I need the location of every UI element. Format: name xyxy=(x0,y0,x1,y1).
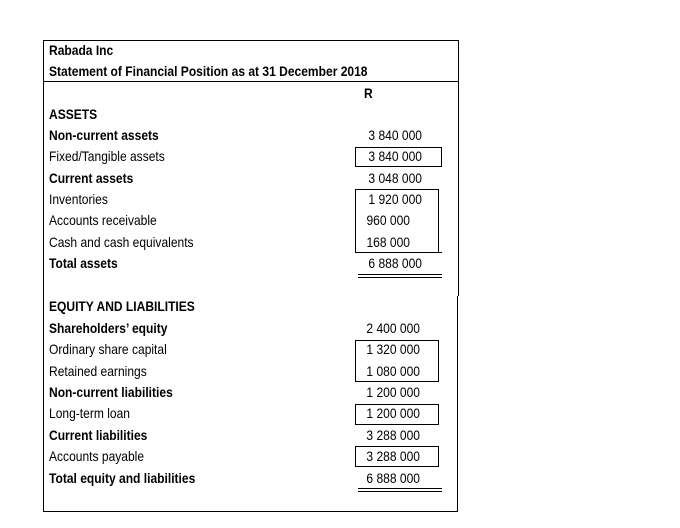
row-value: 168 000 xyxy=(366,234,410,250)
row-label: Accounts payable xyxy=(49,448,145,464)
value-box xyxy=(355,189,439,253)
row-label: Cash and cash equivalents xyxy=(49,234,194,250)
row-label: Inventories xyxy=(49,191,108,207)
row-value: 3 840 000 xyxy=(368,127,422,143)
header-divider xyxy=(43,81,459,82)
row-value: 1 080 000 xyxy=(366,363,420,379)
row-value: 3 840 000 xyxy=(368,148,422,164)
row-value: 6 888 000 xyxy=(368,255,422,271)
frame-right-lower xyxy=(457,296,458,512)
value-box xyxy=(355,446,439,467)
frame-right-upper xyxy=(458,40,459,296)
row-value: 6 888 000 xyxy=(366,470,420,486)
row-value: 1 200 000 xyxy=(366,384,420,400)
currency-label: R xyxy=(364,85,373,101)
row-label: Total assets xyxy=(49,255,118,271)
row-label: Long-term loan xyxy=(49,405,130,421)
subtotal-rule xyxy=(358,252,442,253)
row-value: 3 288 000 xyxy=(366,448,420,464)
row-value: 1 320 000 xyxy=(366,341,420,357)
frame-bottom xyxy=(43,511,458,512)
row-value: 960 000 xyxy=(366,212,410,228)
row-value: 3 048 000 xyxy=(368,170,422,186)
row-label: Accounts receivable xyxy=(49,212,157,228)
total-rule xyxy=(358,488,442,489)
value-box xyxy=(355,147,442,167)
row-label: Ordinary share capital xyxy=(49,341,167,357)
company-name: Rabada Inc xyxy=(49,42,114,58)
row-label: Total equity and liabilities xyxy=(49,470,196,486)
row-label: Fixed/Tangible assets xyxy=(49,148,165,164)
row-value: 3 288 000 xyxy=(366,427,420,443)
frame-left xyxy=(43,40,44,512)
value-box xyxy=(355,340,439,382)
row-value: 1 920 000 xyxy=(368,191,422,207)
equity-liabilities-heading: EQUITY AND LIABILITIES xyxy=(49,298,195,314)
row-label: Non-current liabilities xyxy=(49,384,173,400)
row-label: Current liabilities xyxy=(49,427,148,443)
statement-title: Statement of Financial Position as at 31 December 2018 xyxy=(49,63,368,79)
total-rule-double xyxy=(358,277,442,278)
row-label: Shareholders’ equity xyxy=(49,320,168,336)
total-rule-double xyxy=(358,491,442,492)
row-value: 2 400 000 xyxy=(366,320,420,336)
row-value: 1 200 000 xyxy=(366,405,420,421)
assets-heading: ASSETS xyxy=(49,106,98,122)
frame-top xyxy=(43,40,459,41)
value-box xyxy=(355,404,439,425)
row-label: Retained earnings xyxy=(49,363,147,379)
total-rule xyxy=(358,274,442,275)
row-label: Current assets xyxy=(49,170,134,186)
row-label: Non-current assets xyxy=(49,127,159,143)
